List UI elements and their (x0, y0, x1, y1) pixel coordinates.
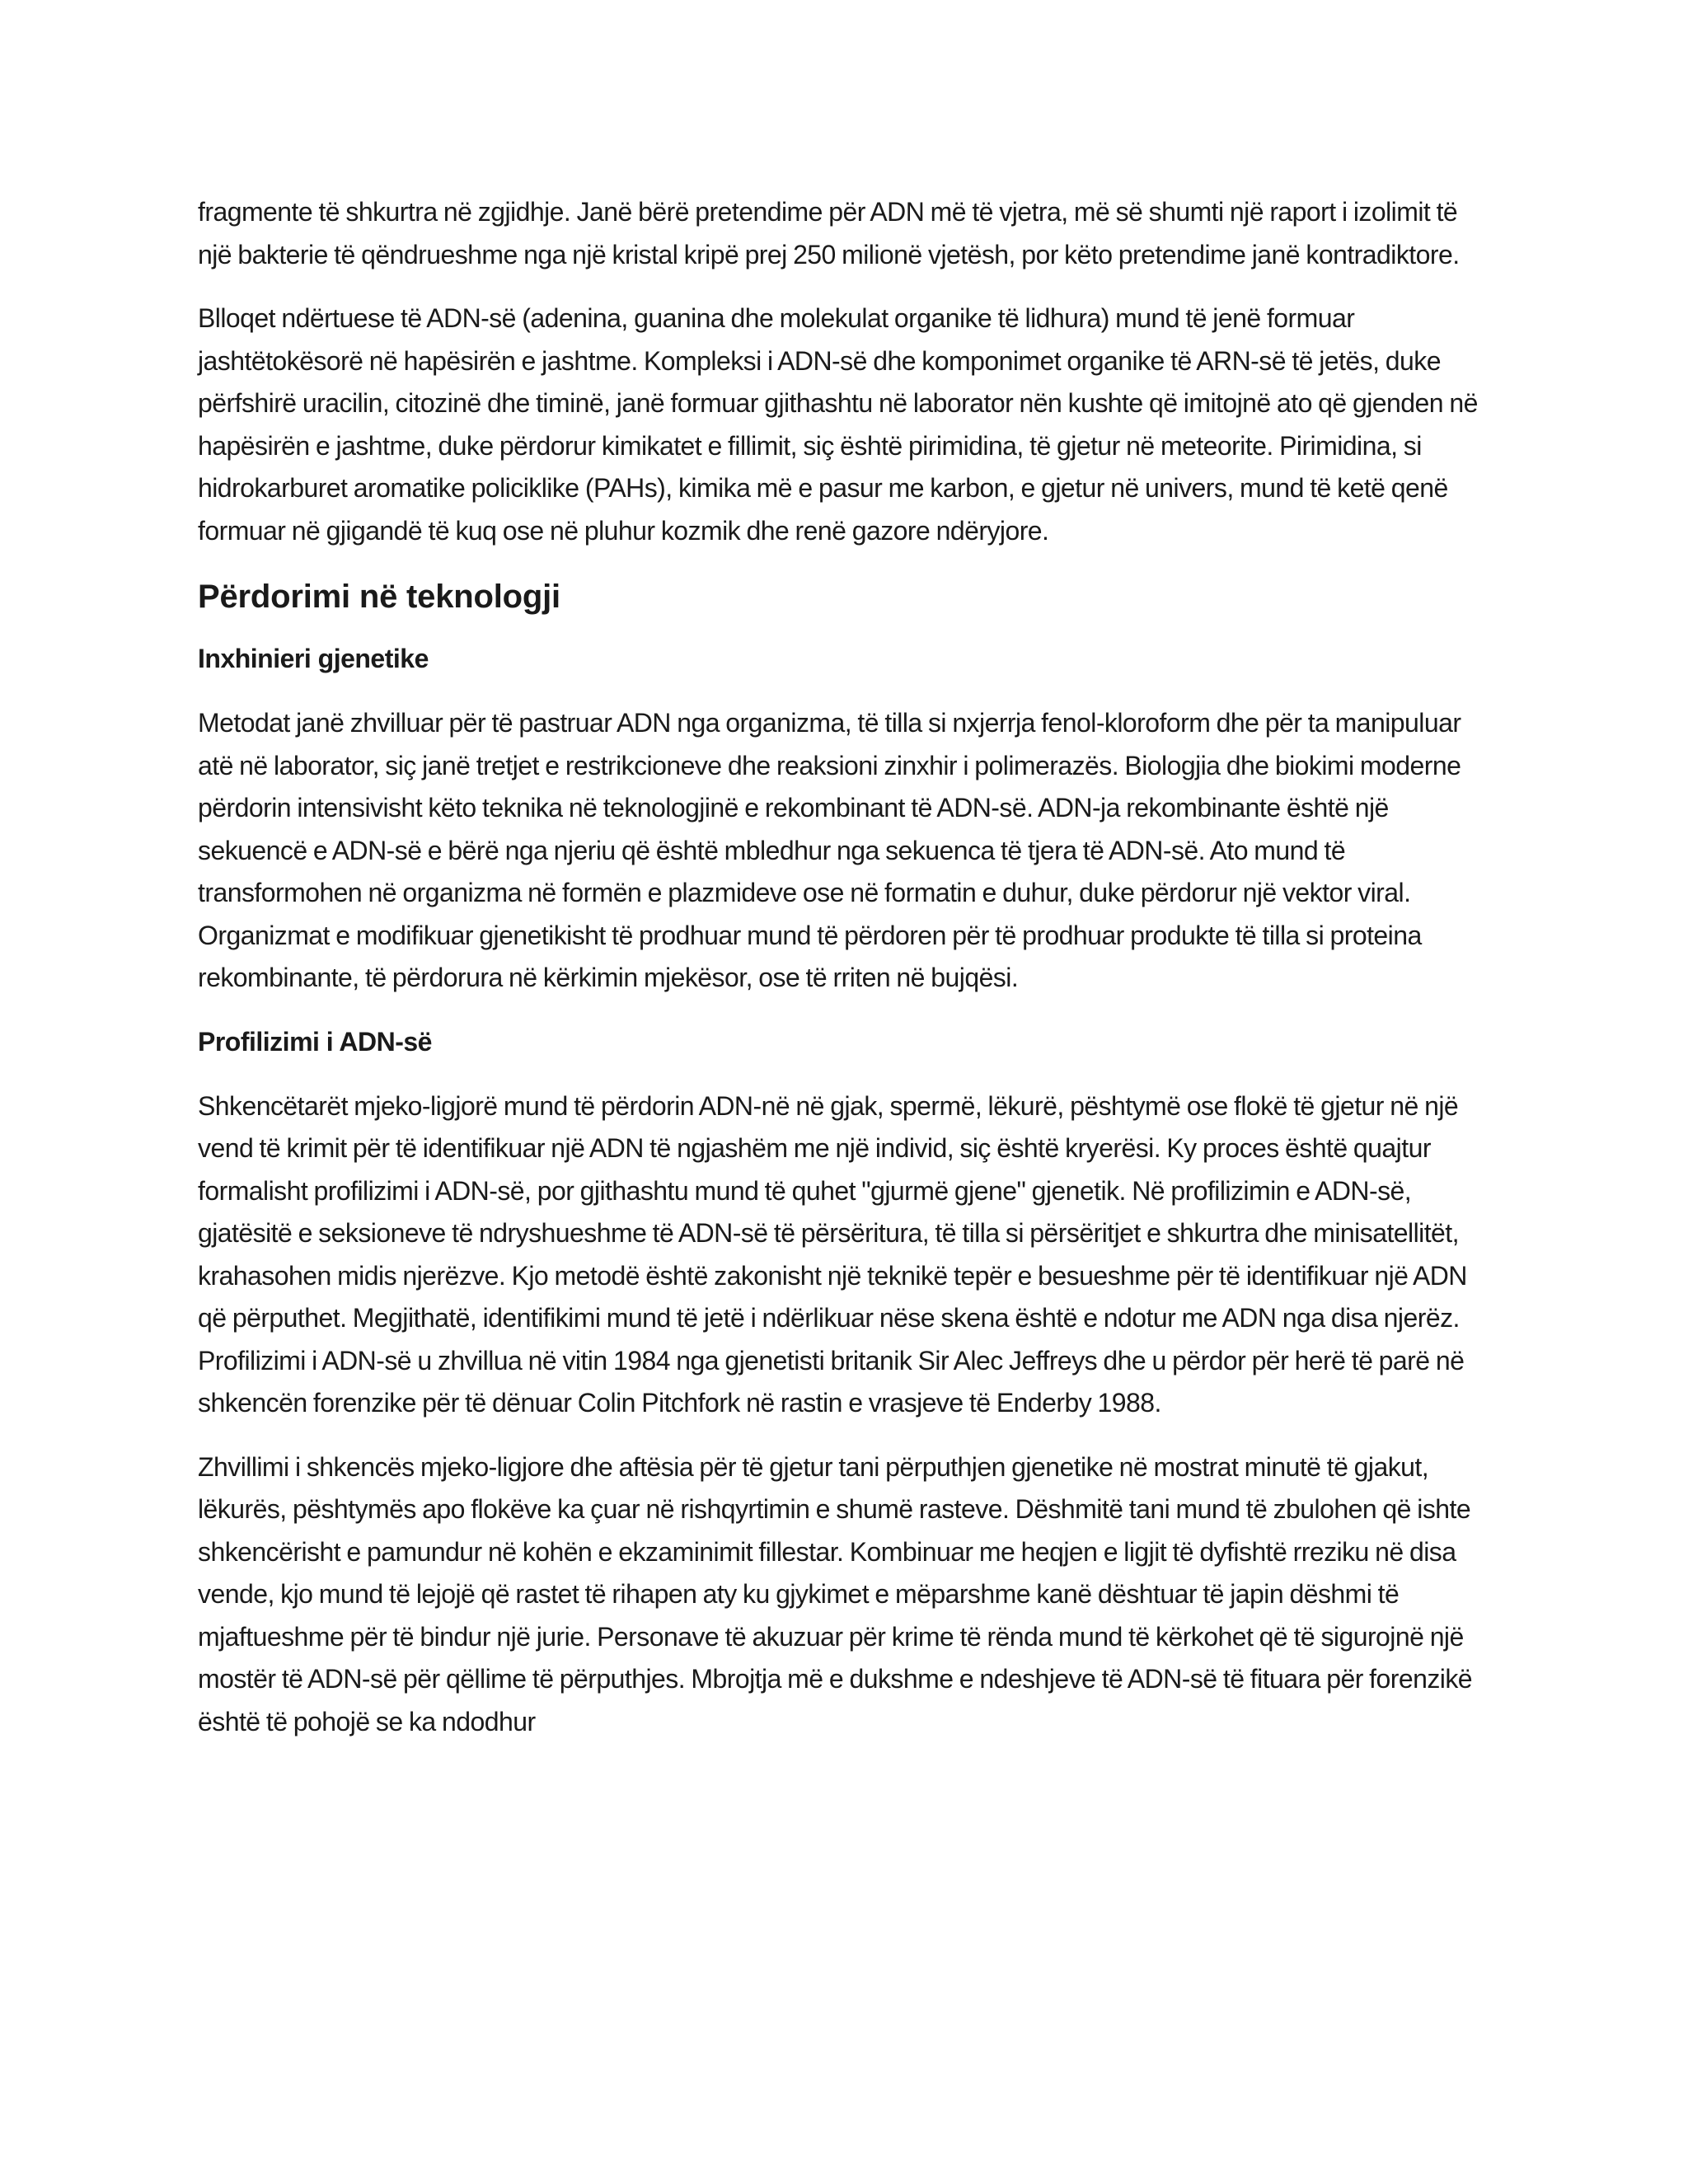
paragraph-dna-profiling-1: Shkencëtarët mjeko-ligjorë mund të përdorin ADN-në në gjak, spermë, lëkurë, pështymë ose flokë të gjetur në një vend të krimit për të identifikuar një ADN të ngjashëm me një individ, siç është kryerësi. Ky proces është quajtur formalisht profilizimi i ADN-së, por gjithashtu mund të quhet "gjurmë gjene" gjenetik. Në profilizimin e ADN-së, gjatësitë e seksioneve të ndryshueshme të ADN-së të përsëritura, të tilla si përsëritjet e shkurtra dhe minisatellitët, krahasohen midis njerëzve. Kjo metodë është zakonisht një teknikë tepër e besueshme për të identifikuar një ADN që përputhet. Megjithatë, identifikimi mund të jetë i ndërlikuar nëse skena është e ndotur me ADN nga disa njerëz. Profilizimi i ADN-së u zhvillua në vitin 1984 nga gjenetisti britanik Sir Alec Jeffreys dhe u përdor për herë të parë në shkencën forenzike për të dënuar Colin Pitchfork në rastin e vrasjeve të Enderby 1988. (198, 1090, 1467, 1418)
paragraph-genetic-engineering: Metodat janë zhvilluar për të pastruar ADN nga organizma, të tilla si nxjerrja fenol-kloroform dhe për ta manipuluar atë në laborator, siç janë tretjet e restrikcioneve dhe reaksioni zinxhir i polimerazës. Biologjia dhe biokimi moderne përdorin intensivisht këto teknika në teknologjinë e rekombinant të ADN-së. ADN-ja rekombinante është një sekuencë e ADN-së e bërë nga njeriu që është mbledhur nga sekuenca të tjera të ADN-së. Ato mund të transformohen në organizma në formën e plazmideve ose në formatin e duhur, duke përdorur një vektor viral. Organizmat e modifikuar gjenetikisht të prodhuar mund të përdoren për të prodhuar produkte të tilla si proteina rekombinante, të përdorura në kërkimin mjekësor, ose të rriten në bujqësi. (198, 708, 1461, 992)
document-body (198, 191, 1496, 1765)
subsection-heading-dna-profiling: Profilizimi i ADN-së (198, 1026, 432, 1057)
paragraph-intro-2: Blloqet ndërtuese të ADN-së (adenina, guanina dhe molekulat organike të lidhura) mund të jenë formuar jashtëtokësorë në hapësirën e jashtme. Kompleksi i ADN-së dhe komponimet organike të ARN-së të jetës, duke përfshirë uracilin, citozinë dhe timinë, janë formuar gjithashtu në laborator nën kushte që imitojnë ato që gjenden në hapësirën e jashtme, duke përdorur kimikatet e fillimit, siç është pirimidina, të gjetur në meteorite. Pirimidina, si hidrokarburet aromatike policiklike (PAHs), kimika më e pasur me karbon, e gjetur në univers, mund të ketë qenë formuar në gjigandë të kuq ose në pluhur kozmik dhe renë gazore ndëryjore. (198, 303, 1478, 546)
section-heading: Përdorimi në teknologji (198, 579, 560, 615)
subsection-heading-genetic-engineering: Inxhinieri gjenetike (198, 644, 429, 673)
paragraph-dna-profiling-2: Zhvillimi i shkencës mjeko-ligjore dhe aftësia për të gjetur tani përputhjen gjenetike në mostrat minutë të gjakut, lëkurës, pështymës apo flokëve ka çuar në rishqyrtimin e shumë rasteve. Dëshmitë tani mund të zbulohen që ishte shkencërisht e pamundur në kohën e ekzaminimit fillestar. Kombinuar me heqjen e ligjit të dyfishtë rreziku në disa vende, kjo mund të lejojë që rastet të rihapen aty ku gjykimet e mëparshme kanë dështuar të japin dëshmi të mjaftueshme për të bindur një jurie. Personave të akuzuar për krime të rënda mund të kërkohet që të sigurojnë një mostër të ADN-së për qëllime të përputhjes. Mbrojtja më e dukshme e ndeshjeve të ADN-së të fituara për forenzikë është të pohojë se ka ndodhur (198, 1451, 1473, 1736)
paragraph-intro-1: fragmente të shkurtra në zgjidhje. Janë bërë pretendime për ADN më të vjetra, më së shumti një raport i izolimit të një bakterie të qëndrueshme nga një kristal kripë prej 250 milionë vjetësh, por këto pretendime janë kontradiktore. (198, 197, 1460, 269)
